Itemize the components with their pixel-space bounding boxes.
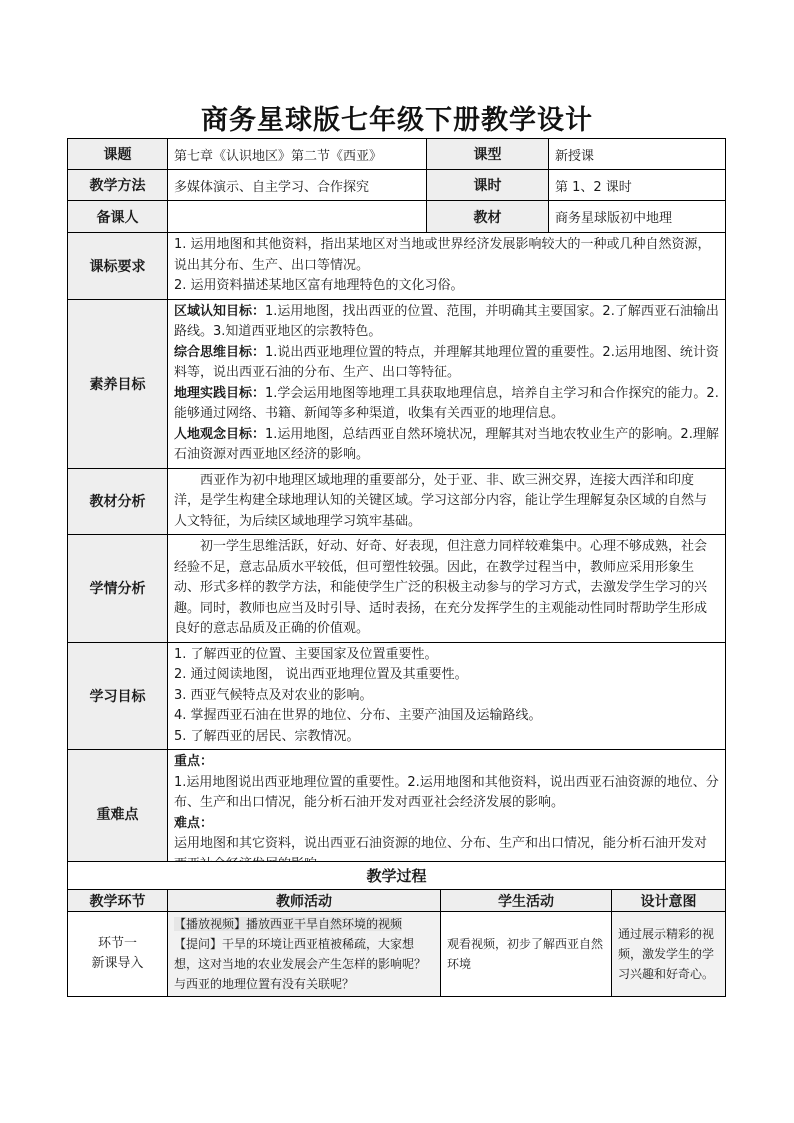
hours-label: 课时 xyxy=(427,170,549,201)
literacy-content xyxy=(168,299,726,468)
standards-line: 2. 运用资料描述某地区富有地理特色的文化习俗。 xyxy=(174,278,464,293)
type-value: 新授课 xyxy=(549,139,726,170)
stage-line: 环节一 xyxy=(97,936,137,951)
textbook-analysis-label: 教材分析 xyxy=(68,468,168,535)
teacher-activity-line: 【提问】干旱的环境让西亚植被稀疏，大家想想，这对当地的农业发展会产生怎样的影响呢？与西亚的地理位置有没有关联呢？ xyxy=(174,937,427,991)
textbook-analysis-content: 西亚作为初中地理区域地理的重要部分，处于亚、非、欧三洲交界，连接大西洋和印度洋，是学生构建全球地理认知的关键区域。学习这部分内容，能让学生理解复杂区域的自然与人文特征，为后续区域地理学习筑牢基础。 xyxy=(168,468,726,535)
objective-item: 1. 了解西亚的位置、主要国家及位置重要性。 xyxy=(174,646,438,662)
textbook-value: 商务星球版初中地理 xyxy=(549,201,726,233)
stage-cell xyxy=(68,912,168,997)
preparer-value xyxy=(168,201,427,233)
objective-item: 4. 掌握西亚石油在世界的地位、分布、主要产油国及运输路线。 xyxy=(174,708,542,723)
difficulty-text: 运用地图和其它资料，说出西亚石油资源的地位、分布、生产和出口情况，能分析石油开发对 xyxy=(174,836,708,851)
method-label: 教学方法 xyxy=(68,170,168,201)
objective-item: 5. 了解西亚的居民、宗教情况。 xyxy=(174,728,360,744)
teacher-activity-line: 【播放视频】播放西亚干旱自然环境的视频 xyxy=(174,917,403,931)
student-activity: 观看视频，初步了解西亚自然环境 xyxy=(441,912,612,997)
objectives-label: 学习目标 xyxy=(68,642,168,750)
standards-content xyxy=(168,233,726,300)
textbook-label: 教材 xyxy=(427,201,549,233)
header-intent: 设计意图 xyxy=(612,890,726,912)
standards-line: 1. 运用地图和其他资料，指出某地区对当地或世界经济发展影响较大的一种或几种自然资源，说出其分布、生产、出口等情况。 xyxy=(174,237,711,273)
key-head: 重点： xyxy=(174,754,214,769)
page-title: 商务星球版七年级下册教学设计 xyxy=(201,105,593,136)
method-value: 多媒体演示、自主学习、合作探究 xyxy=(168,170,427,201)
literacy-item: 地理实践目标：1.学会运用地图等地理工具获取地理信息，培养自主学习和合作探究的能力。2.能够通过网络、书籍、新闻等多种渠道，收集有关西亚的地理信息。 xyxy=(174,385,719,421)
student-analysis-label: 学情分析 xyxy=(68,535,168,643)
key-points-label: 重难点 xyxy=(68,750,168,878)
process-table xyxy=(67,861,726,997)
header-student: 学生活动 xyxy=(441,890,612,912)
literacy-item: 人地观念目标：1.运用地图，总结西亚自然环境状况，理解其对当地农牧业生产的影响。2.理解石油资源对西亚地区经济的影响。 xyxy=(174,426,719,462)
difficulty-head: 难点： xyxy=(174,815,214,831)
student-analysis-content: 初一学生思维活跃，好动、好奇、好表现，但注意力同样较难集中。心理不够成熟，社会经验不足，意志品质水平较低，但可塑性较强。因此，在教学过程当中，教师应采用形象生动、形式多样的教学方法，和能使学生广泛的积极主动参与的学习方式，去激发学生学习的兴趣。同时，教师也应当及时引导、适时表扬，在充分发挥学生的主观能动性同时帮助学生形成良好的意志品质及正确的价值观。 xyxy=(168,535,726,643)
objective-item: 2. 通过阅读地图， 说出西亚地理位置及其重要性。 xyxy=(174,667,468,682)
lesson-plan-table xyxy=(67,138,726,878)
hours-value: 第 1、2 课时 xyxy=(549,170,726,201)
literacy-item: 综合思维目标：1.说出西亚地理位置的特点，并理解其地理位置的重要性。2.运用地图、统计资料等，说出西亚石油的分布、生产、出口等特征。 xyxy=(174,344,719,380)
process-title: 教学过程 xyxy=(68,862,726,890)
header-teacher: 教师活动 xyxy=(168,890,441,912)
key-points-content xyxy=(168,750,726,878)
teacher-activity xyxy=(168,912,441,997)
objective-item: 3. 西亚气候特点及对农业的影响。 xyxy=(174,687,373,703)
course-label: 课题 xyxy=(68,139,168,170)
literacy-label: 素养目标 xyxy=(68,299,168,468)
key-text: 1.运用地图说出西亚地理位置的重要性。2.运用地图和其他资料，说出西亚石油资源的地位、分布、生产和出口情况，能分析石油开发对西亚社会经济发展的影响。 xyxy=(174,774,719,810)
type-label: 课型 xyxy=(427,139,549,170)
preparer-label: 备课人 xyxy=(68,201,168,233)
design-intent: 通过展示精彩的视频，激发学生的学习兴趣和好奇心。 xyxy=(612,912,726,997)
literacy-item: 区域认知目标：1.运用地图，找出西亚的位置、范围，并明确其主要国家。2.了解西亚石油输出路线。3.知道西亚地区的宗教特色。 xyxy=(174,303,719,339)
standards-label: 课标要求 xyxy=(68,233,168,300)
objectives-content xyxy=(168,642,726,750)
stage-line: 新课导入 xyxy=(91,956,144,971)
course-value: 第七章《认识地区》第二节《西亚》 xyxy=(168,139,427,170)
header-stage: 教学环节 xyxy=(68,890,168,912)
